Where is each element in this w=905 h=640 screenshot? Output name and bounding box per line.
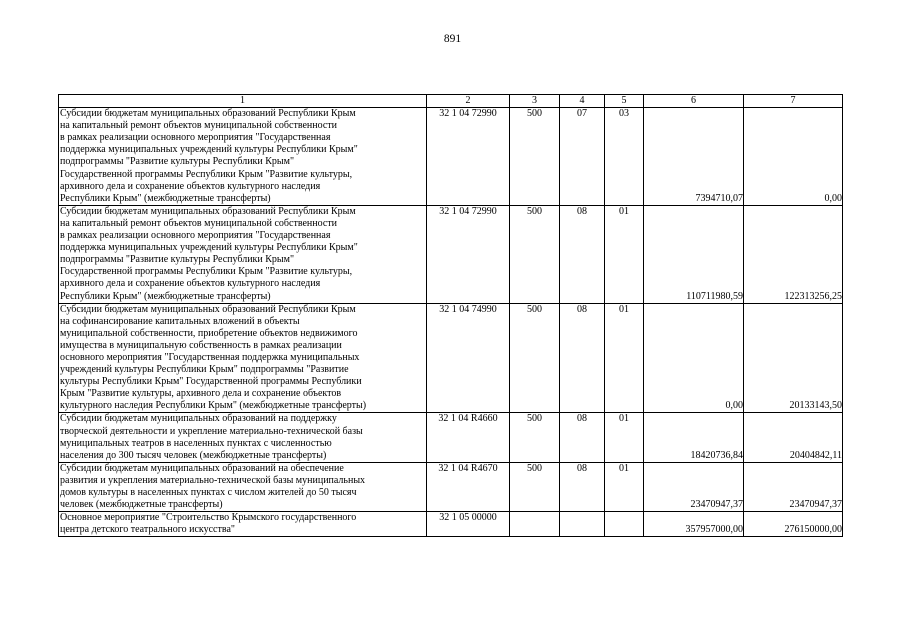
target-code: 32 1 04 72990 xyxy=(427,205,510,303)
target-code: 32 1 04 R4660 xyxy=(427,413,510,462)
target-code: 32 1 04 R4670 xyxy=(427,462,510,511)
target-code: 32 1 04 74990 xyxy=(427,303,510,413)
subsection-code: 01 xyxy=(605,205,644,303)
expense-description: Субсидии бюджетам муниципальных образований на обеспечение развития и укрепления материально-технической базы муниципальных домов культуры в населенных пунктах с числом жителей до 50 тысяч человек (межбюджетные трансферты) xyxy=(59,462,427,511)
table-row xyxy=(59,108,843,206)
budget-table xyxy=(58,94,843,537)
amount-year-2: 0,00 xyxy=(744,108,843,206)
section-code: 08 xyxy=(560,413,605,462)
expense-description: Субсидии бюджетам муниципальных образований Республики Крым на капитальный ремонт объектов муниципальной собственности в рамках реализации основного мероприятия "Государственная поддержка муниципальных учреждений культуры Республики Крым" подпрограммы "Развитие культуры Республики Крым" Государственной программы Республики Крым "Развитие культуры, архивного дела и сохранение объектов культурного наследия Республики Крым" (межбюджетные трансферты) xyxy=(59,108,427,206)
column-header: 3 xyxy=(510,95,560,108)
column-header: 6 xyxy=(644,95,744,108)
subsection-code xyxy=(605,512,644,537)
expense-description: Субсидии бюджетам муниципальных образований Республики Крым на капитальный ремонт объектов муниципальной собственности в рамках реализации основного мероприятия "Государственная поддержка муниципальных учреждений культуры Республики Крым" подпрограммы "Развитие культуры Республики Крым" Государственной программы Республики Крым "Развитие культуры, архивного дела и сохранение объектов культурного наследия Республики Крым" (межбюджетные трансферты) xyxy=(59,205,427,303)
expense-type: 500 xyxy=(510,413,560,462)
expense-type: 500 xyxy=(510,462,560,511)
table-row xyxy=(59,512,843,537)
section-code: 08 xyxy=(560,205,605,303)
column-header: 2 xyxy=(427,95,510,108)
subsection-code: 01 xyxy=(605,413,644,462)
table-row xyxy=(59,413,843,462)
column-header: 1 xyxy=(59,95,427,108)
amount-year-1: 23470947,37 xyxy=(644,462,744,511)
table-row xyxy=(59,205,843,303)
amount-year-1: 110711980,59 xyxy=(644,205,744,303)
section-code: 08 xyxy=(560,462,605,511)
amount-year-2: 276150000,00 xyxy=(744,512,843,537)
amount-year-1: 0,00 xyxy=(644,303,744,413)
amount-year-2: 20133143,50 xyxy=(744,303,843,413)
target-code: 32 1 04 72990 xyxy=(427,108,510,206)
column-number-row xyxy=(59,95,843,108)
subsection-code: 01 xyxy=(605,303,644,413)
page-number: 891 xyxy=(443,33,462,45)
expense-type: 500 xyxy=(510,303,560,413)
section-code: 07 xyxy=(560,108,605,206)
section-code: 08 xyxy=(560,303,605,413)
table-row xyxy=(59,462,843,511)
expense-description: Субсидии бюджетам муниципальных образований на поддержку творческой деятельности и укрепление материально-технической базы муниципальных театров в населенных пунктах с численностью населения до 300 тысяч человек (межбюджетные трансферты) xyxy=(59,413,427,462)
amount-year-2: 122313256,25 xyxy=(744,205,843,303)
column-header: 7 xyxy=(744,95,843,108)
amount-year-2: 20404842,11 xyxy=(744,413,843,462)
table-row xyxy=(59,303,843,413)
subsection-code: 03 xyxy=(605,108,644,206)
expense-type: 500 xyxy=(510,205,560,303)
subsection-code: 01 xyxy=(605,462,644,511)
amount-year-2: 23470947,37 xyxy=(744,462,843,511)
expense-description: Субсидии бюджетам муниципальных образований Республики Крым на софинансирование капитальных вложений в объекты муниципальной собственности, приобретение объектов недвижимого имущества в муниципальную собственность в рамках реализации основного мероприятия "Государственная поддержка муниципальных учреждений культуры Республики Крым" подпрограммы "Развитие культуры Республики Крым" Государственной программы Республики Крым "Развитие культуры, архивного дела и сохранение объектов культурного наследия Республики Крым" (межбюджетные трансферты) xyxy=(59,303,427,413)
target-code: 32 1 05 00000 xyxy=(427,512,510,537)
column-header: 5 xyxy=(605,95,644,108)
expense-type: 500 xyxy=(510,108,560,206)
section-code xyxy=(560,512,605,537)
amount-year-1: 7394710,07 xyxy=(644,108,744,206)
expense-type xyxy=(510,512,560,537)
amount-year-1: 18420736,84 xyxy=(644,413,744,462)
amount-year-1: 357957000,00 xyxy=(644,512,744,537)
column-header: 4 xyxy=(560,95,605,108)
expense-description: Основное мероприятие "Строительство Крымского государственного центра детского театрального искусства" xyxy=(59,512,427,537)
